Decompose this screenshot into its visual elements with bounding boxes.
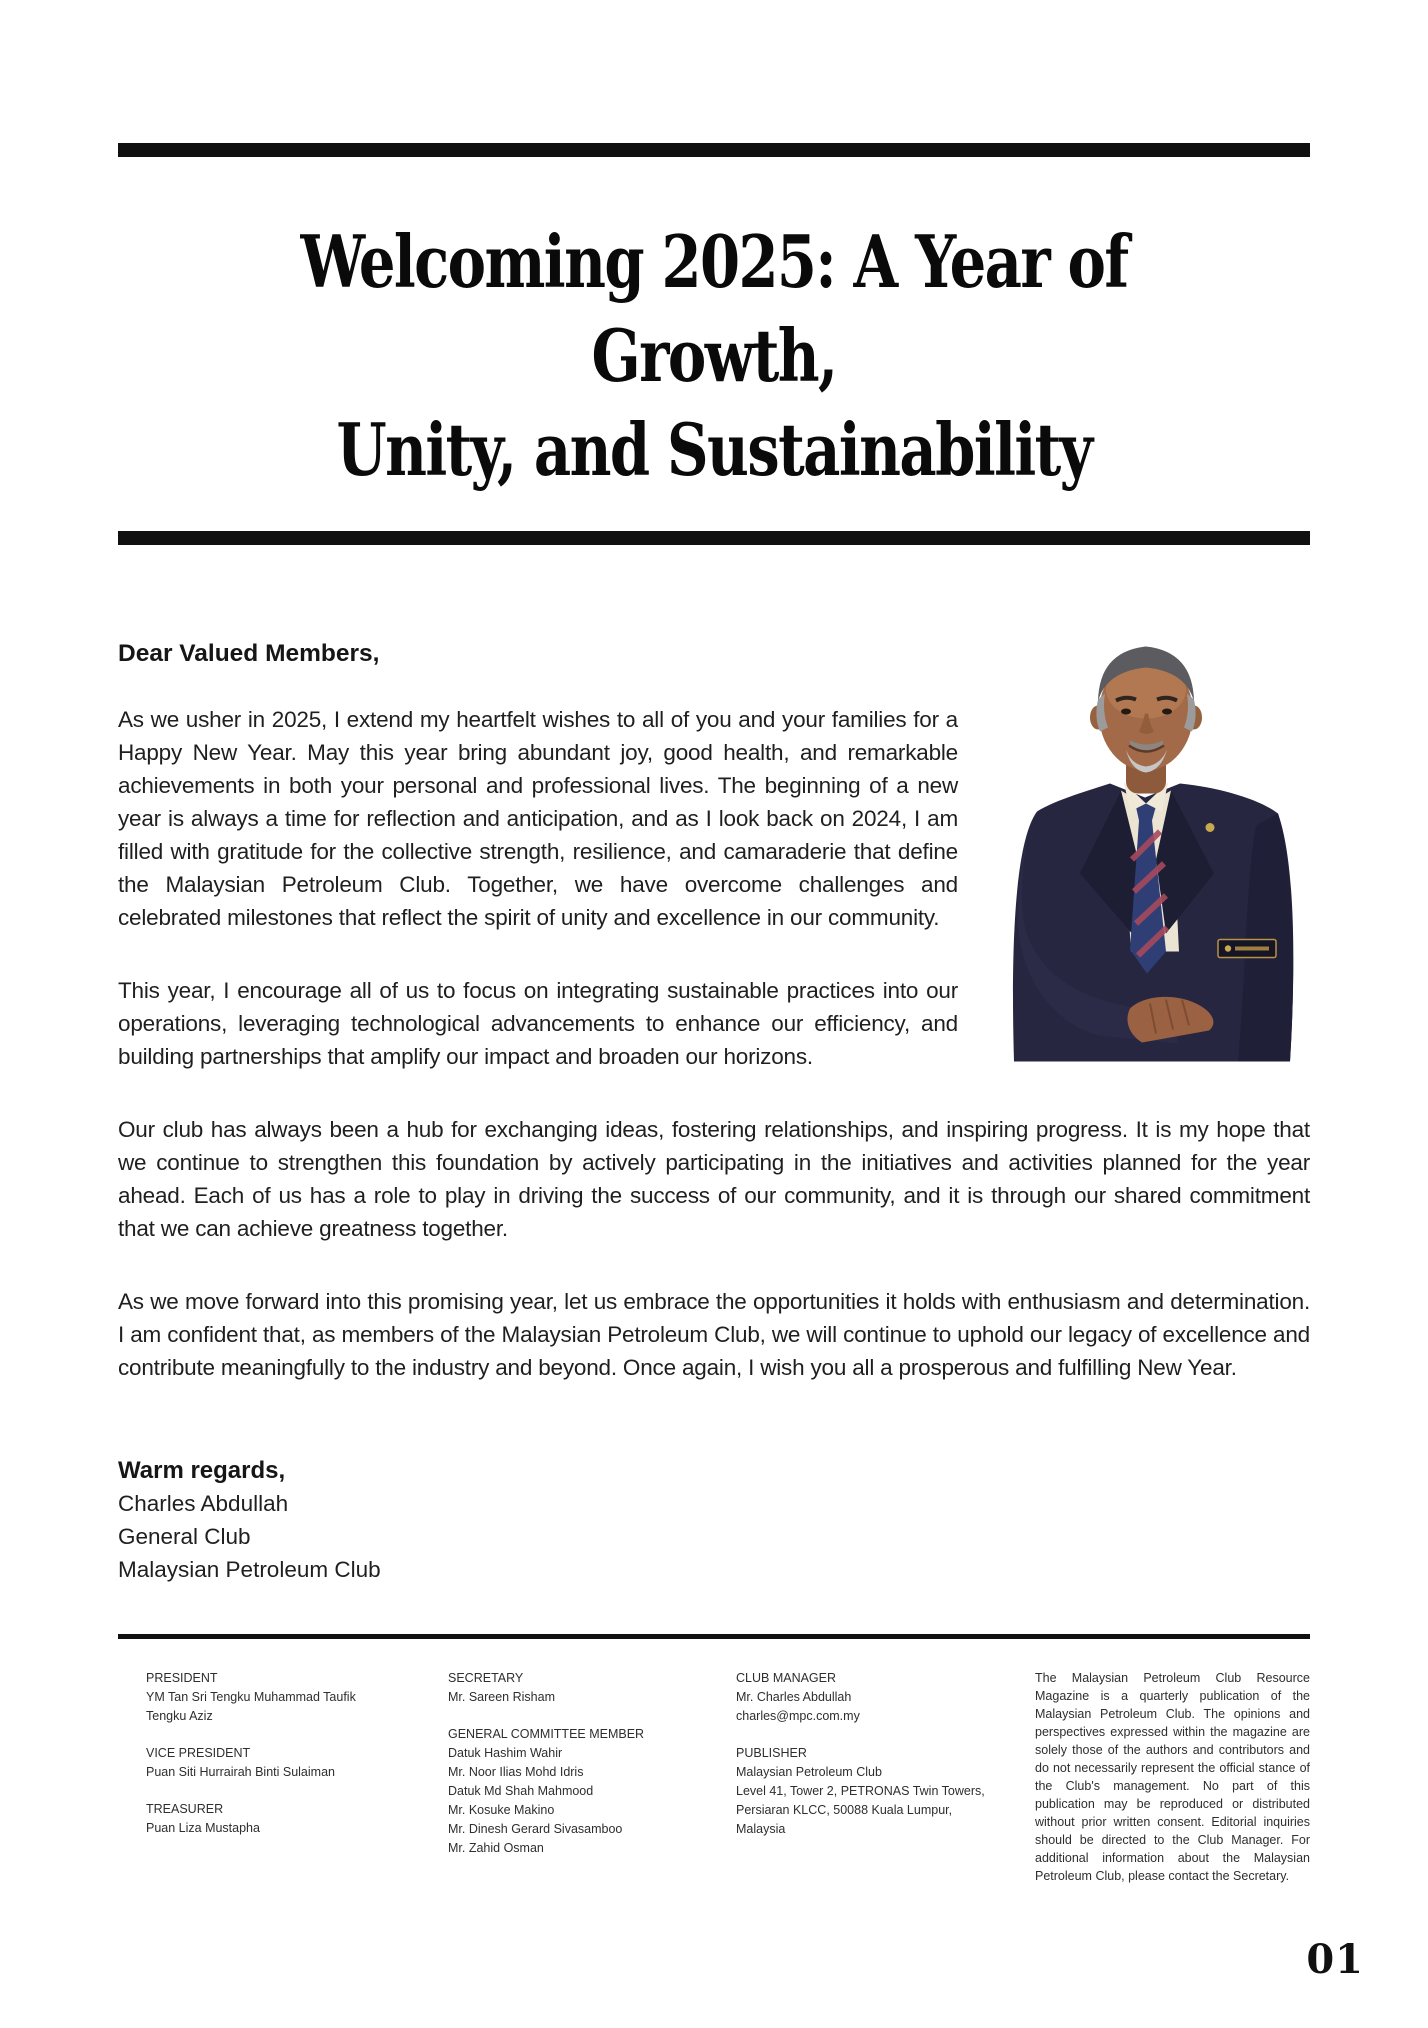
letter-paragraph-4: As we move forward into this promising year, let us embrace the opportunities it holds with enthusiasm and determination. I am confident that, as members of the Malaysian Petroleum Club, we will continue to uphold our legacy of excellence and contribute meaningfully to the industry and beyond. Once again, I wish you all a prosperous and fulfilling New Year. — [118, 1289, 1310, 1380]
footer-line: Mr. Sareen Risham — [448, 1690, 555, 1704]
footer-column-officers — [118, 1669, 420, 1885]
footer-line: Persiaran KLCC, 50088 Kuala Lumpur, — [736, 1803, 953, 1817]
publication-note: The Malaysian Petroleum Club Resource Magazine is a quarterly publication of the Malaysian Petroleum Club. The opinions and perspectives expressed within the magazine are solely those of the authors and contributors and do not necessarily represent the official stance of the Club's management. No part of this publication may be reproduced or distributed without prior written consent. Editorial inquiries should be directed to the Club Manager. For additional information about the Malaysian Petroleum Club, please contact the Secretary. — [1035, 1671, 1310, 1883]
letter-paragraph-2: This year, I encourage all of us to focus on integrating sustainable practices into our operations, leveraging technological advancements to enhance our efficiency, and building partnerships that amplify our impact and broaden our horizons. — [118, 978, 958, 1069]
signature-role: General Club — [118, 1524, 251, 1549]
letter-paragraph-3: Our club has always been a hub for exchanging ideas, fostering relationships, and inspiring progress. It is my hope that we continue to strengthen this foundation by actively participating in the initiatives and activities planned for the year ahead. Each of us has a role to play in driving the success of our community, and it is through our shared commitment that we can achieve greatness together. — [118, 1117, 1310, 1241]
footer-line: Datuk Hashim Wahir — [448, 1746, 563, 1760]
footer-line: Mr. Kosuke Makino — [448, 1803, 555, 1817]
page-number: 01 — [1306, 1936, 1364, 1983]
footer-block-secretary — [448, 1669, 708, 1707]
footer-block-president — [146, 1669, 420, 1726]
footer-line: Puan Liza Mustapha — [146, 1821, 260, 1835]
footer-line: Malaysia — [736, 1822, 786, 1836]
letter-body — [118, 637, 1310, 1586]
footer-email: charles@mpc.com.my — [736, 1709, 860, 1723]
footer-block-treasurer — [146, 1800, 420, 1838]
footer-label: PRESIDENT — [146, 1671, 218, 1685]
footer-line: Mr. Zahid Osman — [448, 1841, 544, 1855]
title-bottom-divider — [118, 531, 1310, 545]
footer-line: Mr. Noor Ilias Mohd Idris — [448, 1765, 584, 1779]
footer-line: Datuk Md Shah Mahmood — [448, 1784, 594, 1798]
article-title — [237, 215, 1191, 497]
closing: Warm regards, — [118, 1457, 286, 1484]
signature-name: Charles Abdullah — [118, 1491, 289, 1516]
page-content — [0, 143, 1428, 1885]
title-line-2: Unity, and Sustainability — [336, 407, 1092, 492]
footer-block-vice-president — [146, 1744, 420, 1782]
lapel-pin — [1206, 823, 1215, 832]
footer-line: Tengku Aziz — [146, 1709, 213, 1723]
footer-block-club-manager — [736, 1669, 1007, 1726]
footer-line: Level 41, Tower 2, PETRONAS Twin Towers, — [736, 1784, 985, 1798]
footer-column-committee — [420, 1669, 708, 1885]
footer-label: SECRETARY — [448, 1671, 524, 1685]
footer-column-disclaimer — [1007, 1669, 1310, 1885]
committee-footer — [118, 1669, 1310, 1885]
footer-line: YM Tan Sri Tengku Muhammad Taufik — [146, 1690, 356, 1704]
footer-block-general-committee — [448, 1725, 708, 1858]
portrait-illustration — [980, 619, 1310, 1064]
title-line-1: Welcoming 2025: A Year of Growth, — [300, 219, 1128, 398]
name-badge — [1218, 940, 1276, 958]
letter-paragraph-1: As we usher in 2025, I extend my heartfelt wishes to all of you and your families for a Happy New Year. May this year bring abundant joy, good health, and remarkable achievements in both your personal and professional lives. The beginning of a new year is always a time for reflection and anticipation, and as I look back on 2024, I am filled with gratitude for the collective strength, resilience, and camaraderie that define the Malaysian Petroleum Club. Together, we have overcome challenges and celebrated milestones that reflect the spirit of unity and excellence in our community. — [118, 707, 958, 930]
footer-block-publisher — [736, 1744, 1007, 1839]
top-divider — [118, 143, 1310, 157]
footer-divider — [118, 1634, 1310, 1639]
footer-line: Puan Siti Hurrairah Binti Sulaiman — [146, 1765, 335, 1779]
face — [1090, 647, 1202, 773]
signature-org: Malaysian Petroleum Club — [118, 1557, 381, 1582]
footer-column-management — [708, 1669, 1007, 1885]
portrait-photo — [980, 619, 1310, 1064]
footer-line: Malaysian Petroleum Club — [736, 1765, 882, 1779]
footer-label: CLUB MANAGER — [736, 1671, 837, 1685]
greeting: Dear Valued Members, — [118, 640, 380, 667]
footer-line: Mr. Charles Abdullah — [736, 1690, 852, 1704]
footer-label: GENERAL COMMITTEE MEMBER — [448, 1727, 645, 1741]
footer-label: VICE PRESIDENT — [146, 1746, 251, 1760]
footer-line: Mr. Dinesh Gerard Sivasamboo — [448, 1822, 623, 1836]
footer-label: PUBLISHER — [736, 1746, 807, 1760]
footer-label: TREASURER — [146, 1802, 224, 1816]
